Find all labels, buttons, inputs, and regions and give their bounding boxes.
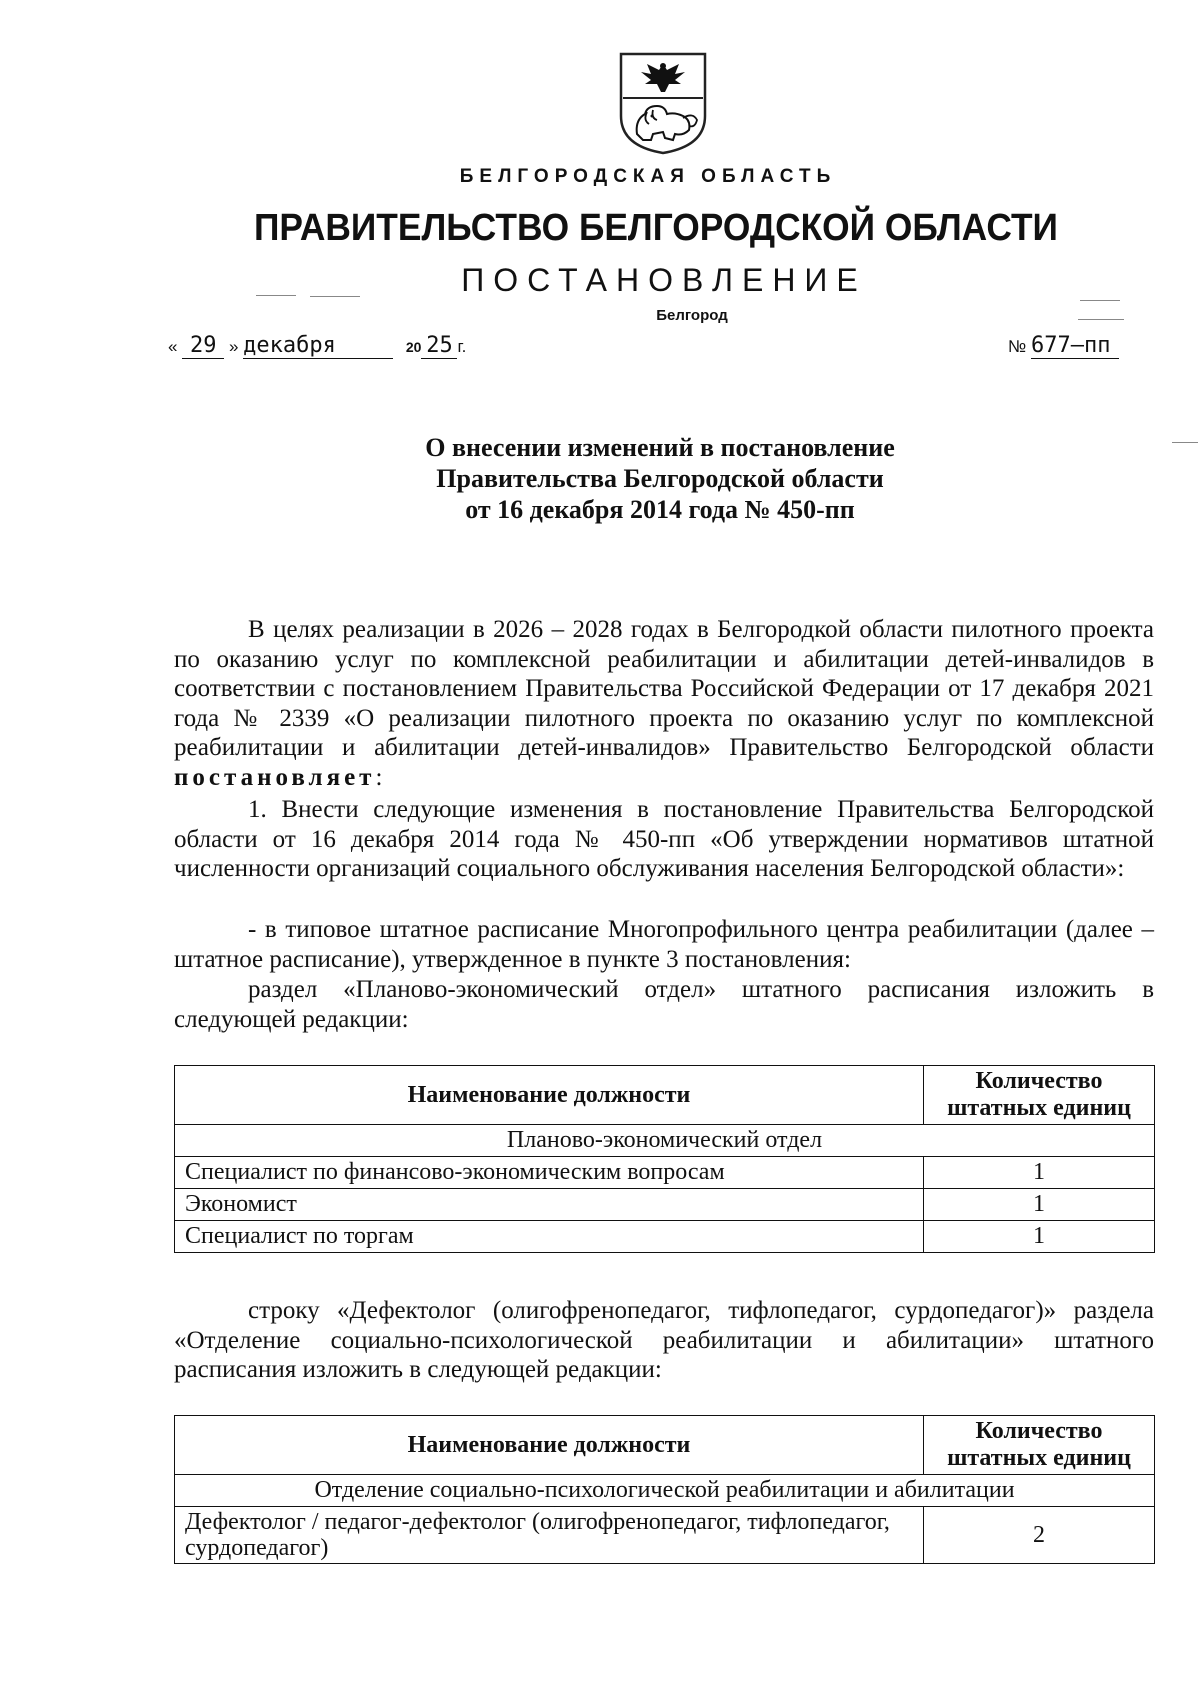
staff-table-2	[174, 1415, 1155, 1564]
table-header-row	[175, 1416, 1155, 1475]
subject-line-3: от 16 декабря 2014 года № 450-пп	[465, 495, 855, 524]
table-row	[175, 1507, 1155, 1564]
column-header-name: Наименование должности	[175, 1416, 924, 1475]
date-day: 29	[182, 334, 224, 359]
document-type: ПОСТАНОВЛЕНИЕ	[461, 262, 867, 298]
position-name: Специалист по торгам	[175, 1221, 924, 1253]
column-header-count: Количество штатных единиц	[924, 1416, 1155, 1475]
position-count: 1	[924, 1157, 1155, 1189]
date-year-suffix: г.	[457, 337, 467, 356]
table-header-row	[175, 1066, 1155, 1125]
table-row	[175, 1221, 1155, 1253]
table-row	[175, 1157, 1155, 1189]
scan-mark	[1080, 300, 1120, 301]
document-number	[1008, 334, 1119, 359]
coat-of-arms-emblem	[617, 50, 709, 156]
decree-word: постановляет	[174, 763, 376, 791]
table-section-row	[175, 1475, 1155, 1507]
date-close-quote: »	[228, 337, 239, 356]
position-name: Специалист по финансово-экономическим вопросам	[175, 1157, 924, 1189]
table-section-row	[175, 1125, 1155, 1157]
section-name: Планово-экономический отдел	[175, 1125, 1155, 1157]
item-1-paragraph: 1. Внести следующие изменения в постановление Правительства Белгородской области от 16 декабря 2014 года № 450-пп «Об утверждении нормативов штатной численности организаций социального обслуживания населения Белгородской области»:	[174, 796, 1154, 883]
date-century: 20	[405, 339, 422, 355]
date-month: декабря	[243, 334, 393, 359]
preamble-text: В целях реализации в 2026 – 2028 годах в Белгородкой области пилотного проекта по оказанию услуг по комплексной реабилитации и абилитации детей-инвалидов в соответствии с постановлением Правительства Российской Федерации от 17 декабря 2021 года № 2339 «О реализации пилотного проекта по оказанию услуг по комплексной реабилитации и абилитации детей-инвалидов» Правительство Белгородской области	[174, 616, 1154, 762]
region-label: БЕЛГОРОДСКАЯ ОБЛАСТЬ	[459, 166, 837, 187]
scan-mark	[310, 296, 360, 297]
staff-table-1	[174, 1065, 1155, 1253]
position-count: 1	[924, 1221, 1155, 1253]
position-count: 2	[924, 1507, 1155, 1564]
number-prefix: №	[1008, 337, 1027, 356]
government-title: ПРАВИТЕЛЬСТВО БЕЛГОРОДСКОЙ ОБЛАСТИ	[253, 207, 1058, 249]
section-intro-paragraph: раздел «Планово-экономический отдел» штатного расписания изложить в следующей редакции:	[174, 976, 1154, 1033]
document-date	[168, 334, 466, 359]
document-subject	[0, 432, 1200, 525]
row-intro-paragraph: строку «Дефектолог (олигофренопедагог, тифлопедагог, сурдопедагог)» раздела «Отделение социально-психологической реабилитации и абилитации» штатного расписания изложить в следующей редакции:	[174, 1297, 1154, 1384]
subject-line-2: Правительства Белгородской области	[436, 464, 884, 493]
position-count: 1	[924, 1189, 1155, 1221]
number-value: 677–пп	[1031, 334, 1119, 359]
scan-mark	[1078, 319, 1124, 320]
date-open-quote: «	[168, 337, 178, 356]
item-1-sub-paragraph: - в типовое штатное расписание Многопрофильного центра реабилитации (далее – штатное расписание), утвержденное в пункте 3 постановления:	[174, 916, 1154, 973]
city-label: Белгород	[656, 307, 728, 324]
position-name: Экономист	[175, 1189, 924, 1221]
table-row	[175, 1189, 1155, 1221]
section-name: Отделение социально-психологической реабилитации и абилитации	[175, 1475, 1155, 1507]
decree-colon: :	[375, 763, 383, 791]
scan-mark	[256, 295, 296, 296]
column-header-name: Наименование должности	[175, 1066, 924, 1125]
column-header-count: Количество штатных единиц	[924, 1066, 1155, 1125]
position-name: Дефектолог / педагог-дефектолог (олигофренопедагог, тифлопедагог, сурдопедагог)	[175, 1507, 924, 1564]
subject-line-1: О внесении изменений в постановление	[425, 433, 895, 462]
preamble-paragraph	[174, 615, 1154, 793]
date-year: 25	[421, 334, 457, 359]
